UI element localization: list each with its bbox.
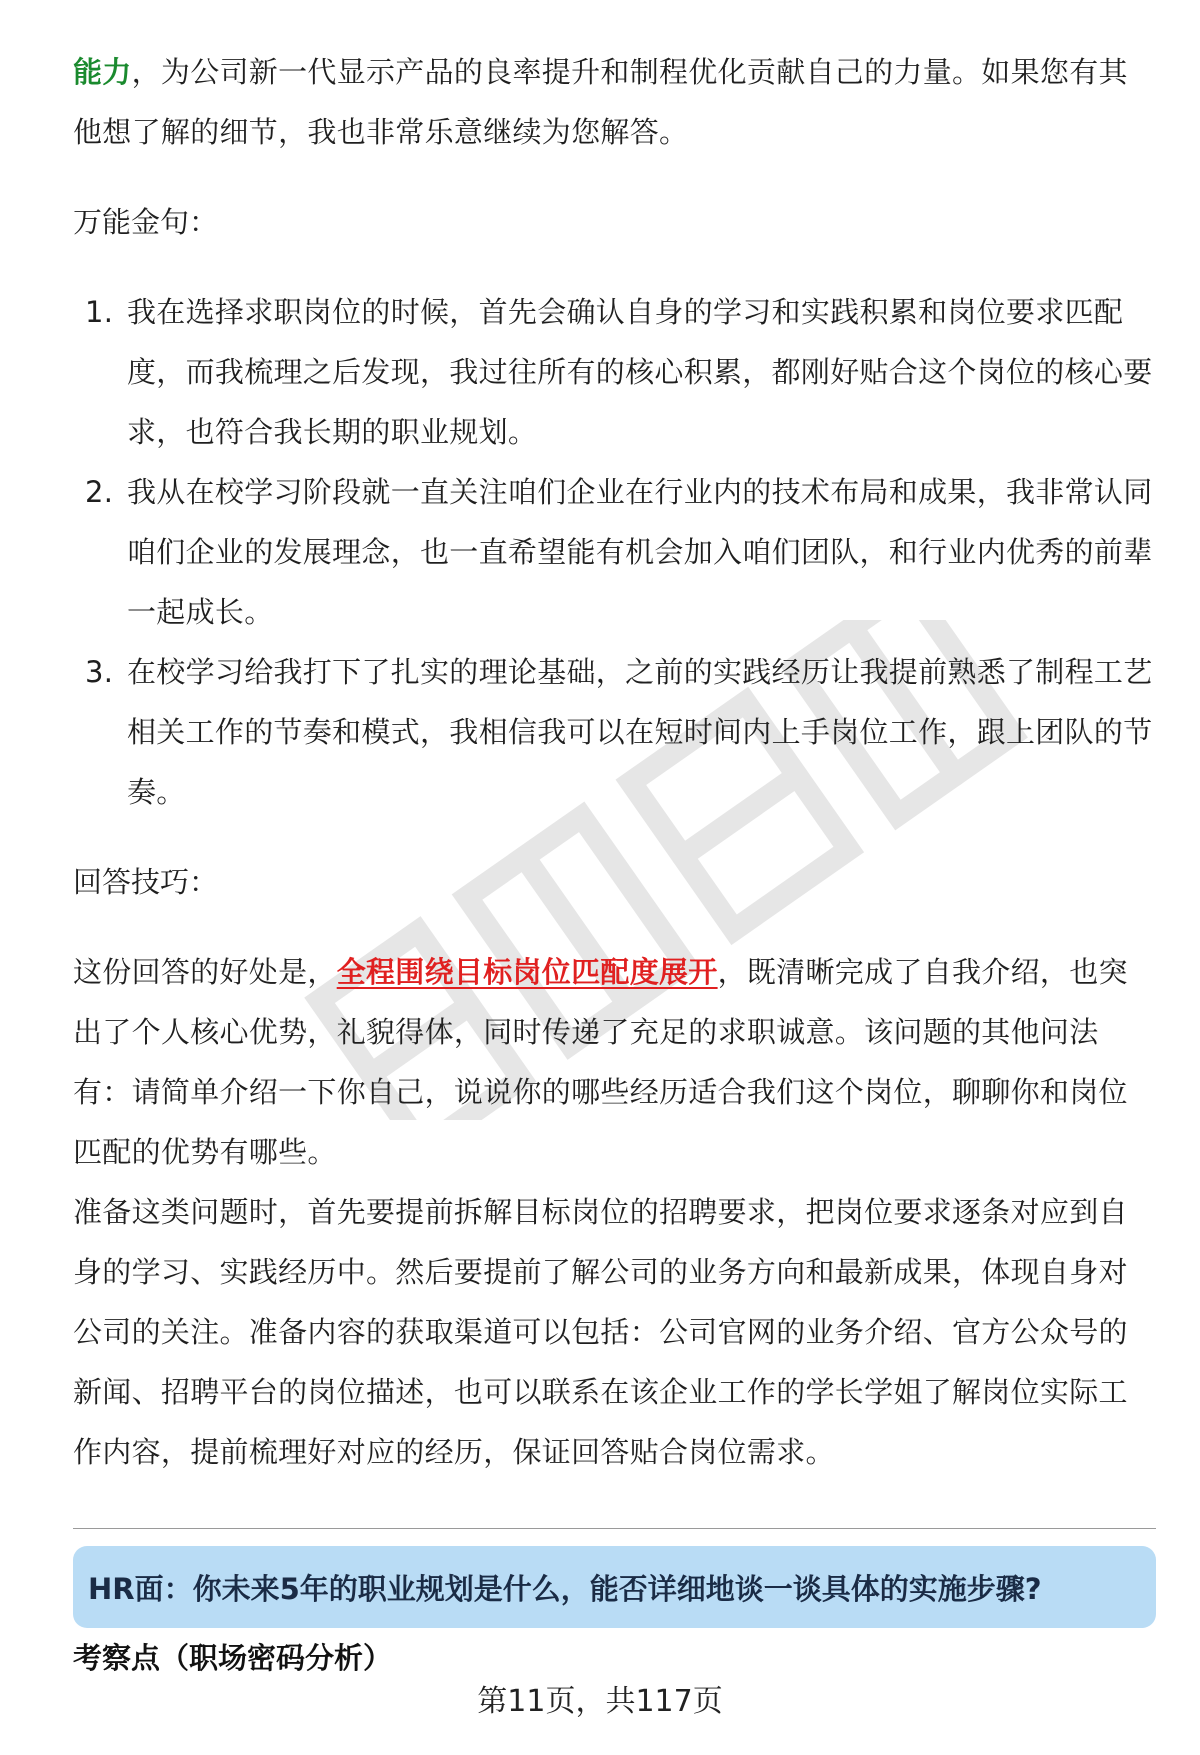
list-item — [73, 642, 1156, 822]
prep-paragraph: 准备这类问题时，首先要提前拆解目标岗位的招聘要求，把岗位要求逐条对应到自身的学习、实践经历中。然后要提前了解公司的业务方向和最新成果，体现自身对公司的关注。准备内容的获取渠道可以包括：公司官网的业务介绍、官方公众号的新闻、招聘平台的岗位描述，也可以联系在该企业工作的学长学姐了解岗位实际工作内容，提前梳理好对应的经历，保证回答贴合岗位需求。 — [73, 1195, 1128, 1469]
answer-tips-label: 回答技巧： — [73, 865, 219, 899]
tips-paragraph — [73, 942, 1156, 1182]
tips-text-after: ，既清晰完成了自我介绍，也突出了个人核心优势，礼貌得体，同时传递了充足的求职诚意。该问题的其他问法有：请简单介绍一下你自己，说说你的哪些经历适合我们这个岗位，聊聊你和岗位匹配的优势有哪些。 — [73, 955, 1128, 1169]
list-item-text: 在校学习给我打下了扎实的理论基础，之前的实践经历让我提前熟悉了制程工艺相关工作的节奏和模式，我相信我可以在短时间内上手岗位工作，跟上团队的节奏。 — [127, 655, 1153, 809]
page-footer: 第11页，共117页 — [477, 1684, 723, 1719]
hr-question-box — [73, 1546, 1156, 1628]
intro-paragraph — [73, 42, 1156, 162]
list-item-number: 3. — [85, 655, 114, 689]
list-item-number: 1. — [85, 295, 114, 329]
golden-sentences-label: 万能金句： — [73, 205, 219, 239]
list-item-text: 我在选择求职岗位的时候，首先会确认自身的学习和实践积累和岗位要求匹配度，而我梳理之后发现，我过往所有的核心积累，都刚好贴合这个岗位的核心要求，也符合我长期的职业规划。 — [127, 295, 1153, 449]
section-subheading: 考察点（职场密码分析） — [73, 1641, 393, 1675]
intro-highlight: 能力 — [73, 55, 132, 89]
document-body — [73, 0, 1156, 1482]
list-item-text: 我从在校学习阶段就一直关注咱们企业在行业内的技术布局和成果，我非常认同咱们企业的发展理念，也一直希望能有机会加入咱们团队，和行业内优秀的前辈一起成长。 — [127, 475, 1153, 629]
tips-highlight: 全程围绕目标岗位匹配度展开 — [336, 955, 718, 989]
list-item — [73, 282, 1156, 462]
list-item — [73, 462, 1156, 642]
list-item-number: 2. — [85, 475, 114, 509]
hr-question-text: HR面：你未来5年的职业规划是什么，能否详细地谈一谈具体的实施步骤? — [88, 1571, 1042, 1606]
section-divider — [73, 1528, 1156, 1529]
tips-text-before: 这份回答的好处是， — [73, 955, 337, 989]
golden-sentences-list — [73, 282, 1156, 822]
intro-text: ，为公司新一代显示产品的良率提升和制程优化贡献自己的力量。如果您有其他想了解的细节，我也非常乐意继续为您解答。 — [73, 55, 1128, 149]
